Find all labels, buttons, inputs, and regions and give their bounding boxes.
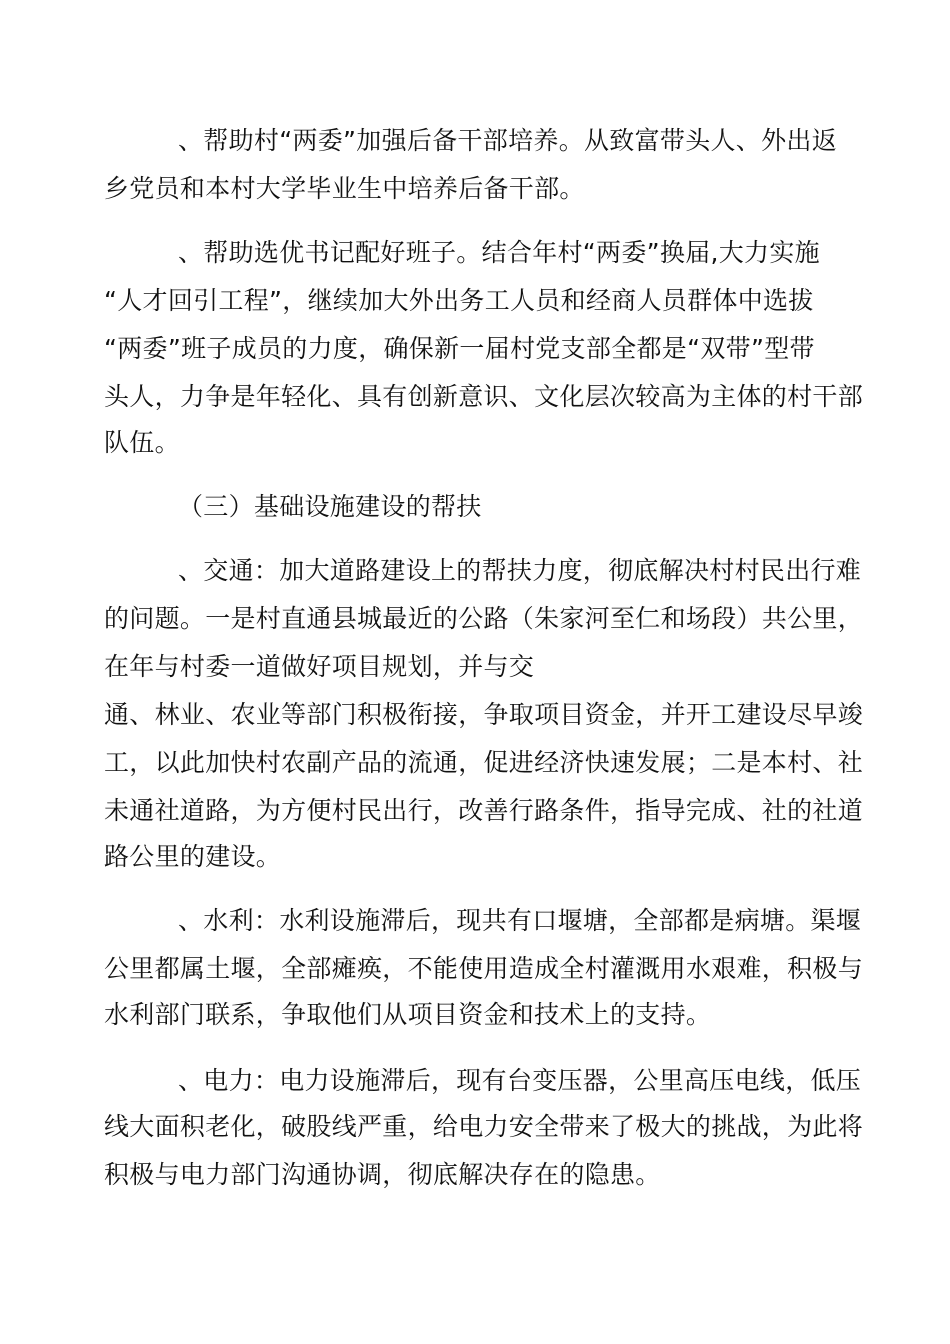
text-line: 、帮助选优书记配好班子。结合年村“两委”换届,大力实施 [178, 238, 820, 267]
text-line: 未通社道路，为方便村民出行，改善行路条件，指导完成、社的社道 [104, 796, 864, 825]
text-line: 、电力：电力设施滞后，现有台变压器，公里高压电线，低压 [178, 1066, 862, 1095]
text-line: “人才回引工程”，继续加大外出务工人员和经商人员群体中选拔 [104, 286, 814, 315]
text-line: 队伍。 [104, 428, 180, 457]
section-heading: （三）基础设施建设的帮扶 [178, 492, 482, 521]
text-line: 路公里的建设。 [104, 842, 282, 871]
text-line: 水利部门联系，争取他们从项目资金和技术上的支持。 [104, 1000, 712, 1029]
text-line: 、帮助村“两委”加强后备干部培养。从致富带头人、外出返 [178, 126, 838, 155]
text-line: 、交通：加大道路建设上的帮扶力度，彻底解决村村民出行难 [178, 556, 862, 585]
text-line: 公里都属土堰，全部瘫痪，不能使用造成全村灌溉用水艰难，积极与 [104, 954, 864, 983]
text-line: 的问题。一是村直通县城最近的公路（朱家河至仁和场段）共公里， [104, 604, 864, 633]
text-line: 线大面积老化，破股线严重，给电力安全带来了极大的挑战，为此将 [104, 1112, 864, 1141]
text-line: 头人，力争是年轻化、具有创新意识、文化层次较高为主体的村干部 [104, 382, 864, 411]
text-line: 、水利：水利设施滞后，现共有口堰塘，全部都是病塘。渠堰 [178, 906, 862, 935]
text-line: 积极与电力部门沟通协调，彻底解决存在的隐患。 [104, 1160, 661, 1189]
text-line: 在年与村委一道做好项目规划，并与交 [104, 652, 535, 681]
text-line: 乡党员和本村大学毕业生中培养后备干部。 [104, 174, 585, 203]
text-line: “两委”班子成员的力度，确保新一届村党支部全都是“双带”型带 [104, 334, 815, 363]
text-line: 工，以此加快村农副产品的流通，促进经济快速发展；二是本村、社 [104, 748, 864, 777]
text-line: 通、林业、农业等部门积极衔接，争取项目资金，并开工建设尽早竣 [104, 700, 864, 729]
